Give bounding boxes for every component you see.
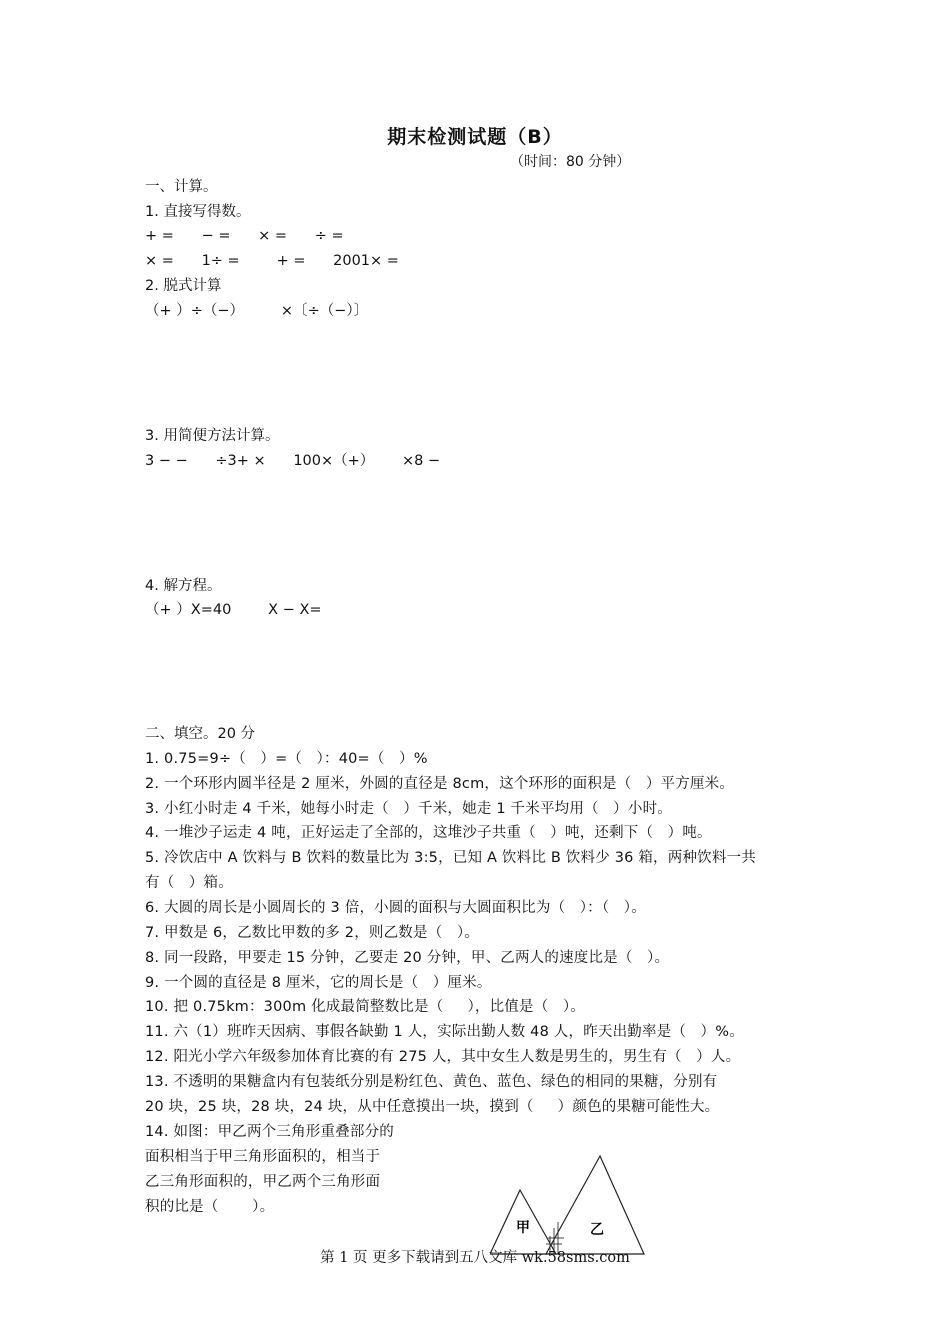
- label-jia: 甲: [516, 1220, 530, 1236]
- fill-item: 积的比是（ ）。: [145, 1199, 275, 1215]
- fill-item: 9. 一个圆的直径是 8 厘米，它的周长是（ ）厘米。: [145, 975, 492, 991]
- question-4-heading: 4. 解方程。: [145, 578, 222, 594]
- question-1-row-2: × = 1÷ = + = 2001× =: [145, 253, 399, 269]
- time-note: （时间：80 分钟）: [510, 154, 631, 170]
- section-2-heading: 二、填空。20 分: [145, 726, 256, 742]
- page-footer: 第 1 页 更多下载请到五八文库 wk.58sms.com: [320, 1250, 630, 1266]
- fill-item: 5. 冷饮店中 A 饮料与 B 饮料的数量比为 3:5，已知 A 饮料比 B 饮料少 36 箱，两种饮料一共: [145, 850, 756, 866]
- fill-item: 11. 六（1）班昨天因病、事假各缺勤 1 人，实际出勤人数 48 人，昨天出勤率是（ ）%。: [145, 1024, 744, 1040]
- fill-item: 4. 一堆沙子运走 4 吨，正好运走了全部的，这堆沙子共重（ ）吨，还剩下（ ）吨。: [145, 825, 712, 841]
- section-1-heading: 一、计算。: [145, 179, 218, 195]
- fill-item: 13. 不透明的果糖盒内有包装纸分别是粉红色、黄色、蓝色、绿色的相同的果糖，分别有: [145, 1074, 718, 1090]
- question-2-row: （+ ）÷（−） ×〔÷（−）〕: [145, 303, 369, 319]
- fill-item: 3. 小红小时走 4 千米，她每小时走（ ）千米，她走 1 千米平均用（ ）小时。: [145, 801, 672, 817]
- triangle-yi: [546, 1156, 644, 1254]
- fill-item: 面积相当于甲三角形面积的，相当于: [145, 1149, 381, 1165]
- fill-item: 8. 同一段路，甲要走 15 分钟，乙要走 20 分钟，甲、乙两人的速度比是（ ）。: [145, 950, 670, 966]
- fill-item: 20 块，25 块，28 块，24 块，从中任意摸出一块，摸到（ ）颜色的果糖可能性大。: [145, 1099, 720, 1115]
- question-3-heading: 3. 用简便方法计算。: [145, 428, 280, 444]
- question-3-row: 3 − − ÷3+ × 100×（+） ×8 −: [145, 453, 441, 469]
- fill-item: 2. 一个环形内圆半径是 2 厘米，外圆的直径是 8cm，这个环形的面积是（ ）平方厘米。: [145, 776, 735, 792]
- question-1-row-1: + = − = × = ÷ =: [145, 228, 344, 244]
- fill-item: 乙三角形面积的，甲乙两个三角形面: [145, 1174, 381, 1190]
- question-2-heading: 2. 脱式计算: [145, 278, 222, 294]
- fill-item: 14. 如图：甲乙两个三角形重叠部分的: [145, 1124, 394, 1140]
- fill-item: 7. 甲数是 6，乙数比甲数的多 2，则乙数是（ ）。: [145, 925, 479, 941]
- page-title: 期末检测试题（B）: [387, 126, 563, 148]
- question-1-heading: 1. 直接写得数。: [145, 204, 251, 220]
- label-yi: 乙: [590, 1222, 604, 1238]
- fill-item: 10. 把 0.75km：300m 化成最简整数比是（ ），比值是（ ）。: [145, 999, 585, 1015]
- fill-item: 1. 0.75=9÷（ ）=（ ）：40=（ ）%: [145, 751, 428, 767]
- fill-item: 6. 大圆的周长是小圆周长的 3 倍，小圆的面积与大圆面积比为（ ）：（ ）。: [145, 900, 646, 916]
- fill-item: 12. 阳光小学六年级参加体育比赛的有 275 人，其中女生人数是男生的，男生有（ ）人。: [145, 1049, 741, 1065]
- question-4-row: （+ ）X=40 X − X=: [145, 602, 322, 618]
- fill-item: 有（ ）箱。: [145, 875, 233, 891]
